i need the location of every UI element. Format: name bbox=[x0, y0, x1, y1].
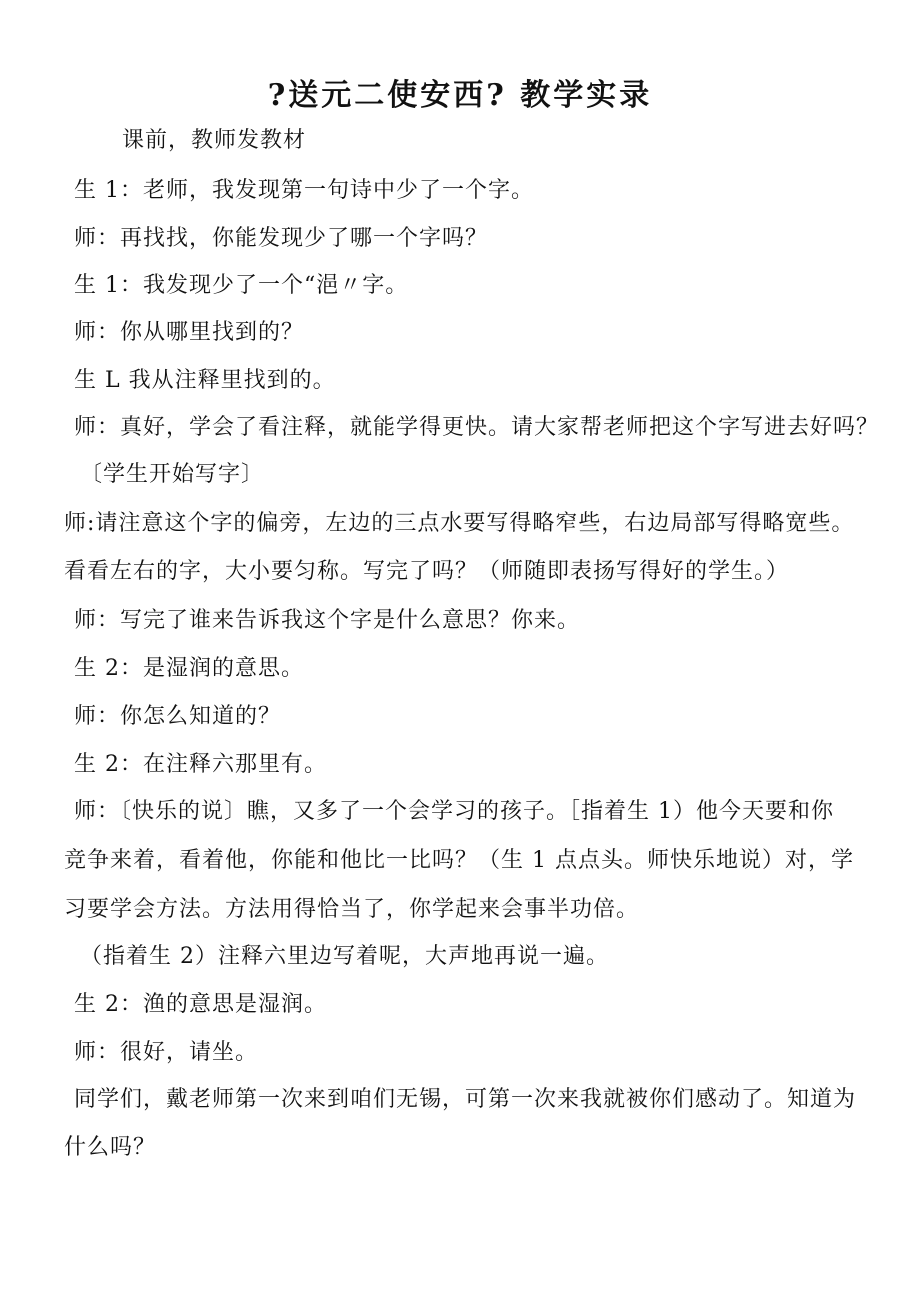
paragraph-line: 师：真好，学会了看注释，就能学得更快。请大家帮老师把这个字写进去好吗？ bbox=[74, 415, 880, 440]
paragraph-line: 同学们，戴老师第一次来到咱们无锡，可第一次来我就被你们感动了。知道为 bbox=[74, 1087, 857, 1112]
paragraph-line: 〔学生开始写字〕 bbox=[80, 462, 265, 487]
paragraph-line: 课前，教师发教材 bbox=[122, 128, 307, 153]
paragraph-line: 生 2：渔的意思是湿润。 bbox=[74, 992, 327, 1017]
paragraph-line: 师：写完了谁来告诉我这个字是什么意思？你来。 bbox=[74, 608, 581, 633]
paragraph-line: 生 2：在注释六那里有。 bbox=[74, 752, 327, 777]
paragraph-line: 什么吗？ bbox=[64, 1135, 157, 1160]
paragraph-line: （指着生 2）注释六里边写着呢，大声地再说一遍。 bbox=[80, 944, 609, 969]
paragraph-line: 师：再找找，你能发现少了哪一个字吗？ bbox=[74, 226, 489, 251]
paragraph-line: 生 L 我从注释里找到的。 bbox=[74, 368, 336, 393]
paragraph-line: 竞争来着，看着他，你能和他比一比吗？（生 1 点点头。师快乐地说）对，学 bbox=[64, 848, 854, 873]
paragraph-line: 师：〔快乐的说〕瞧，又多了一个会学习的孩子。［指着生 1）他今天要和你 bbox=[74, 799, 834, 824]
paragraph-line: 生 2：是湿润的意思。 bbox=[74, 656, 304, 681]
paragraph-line: 师：很好，请坐。 bbox=[74, 1040, 259, 1065]
paragraph-line: 生 1：老师，我发现第一句诗中少了一个字。 bbox=[74, 178, 534, 203]
paragraph-line: 师：你从哪里找到的？ bbox=[74, 320, 305, 345]
paragraph-line: 看看左右的字，大小要匀称。写完了吗？（师随即表扬写得好的学生。） bbox=[64, 559, 790, 584]
paragraph-line: 师：你怎么知道的？ bbox=[74, 704, 282, 729]
paragraph-line: 师:请注意这个字的偏旁，左边的三点水要写得略窄些，右边局部写得略宽些。 bbox=[64, 511, 855, 536]
paragraph-line: 习要学会方法。方法用得恰当了，你学起来会事半功倍。 bbox=[64, 897, 640, 922]
document-title: ?送元二使安西? 教学实录 bbox=[267, 78, 653, 113]
paragraph-line: 生 1：我发现少了一个“浥〃字。 bbox=[74, 273, 409, 298]
